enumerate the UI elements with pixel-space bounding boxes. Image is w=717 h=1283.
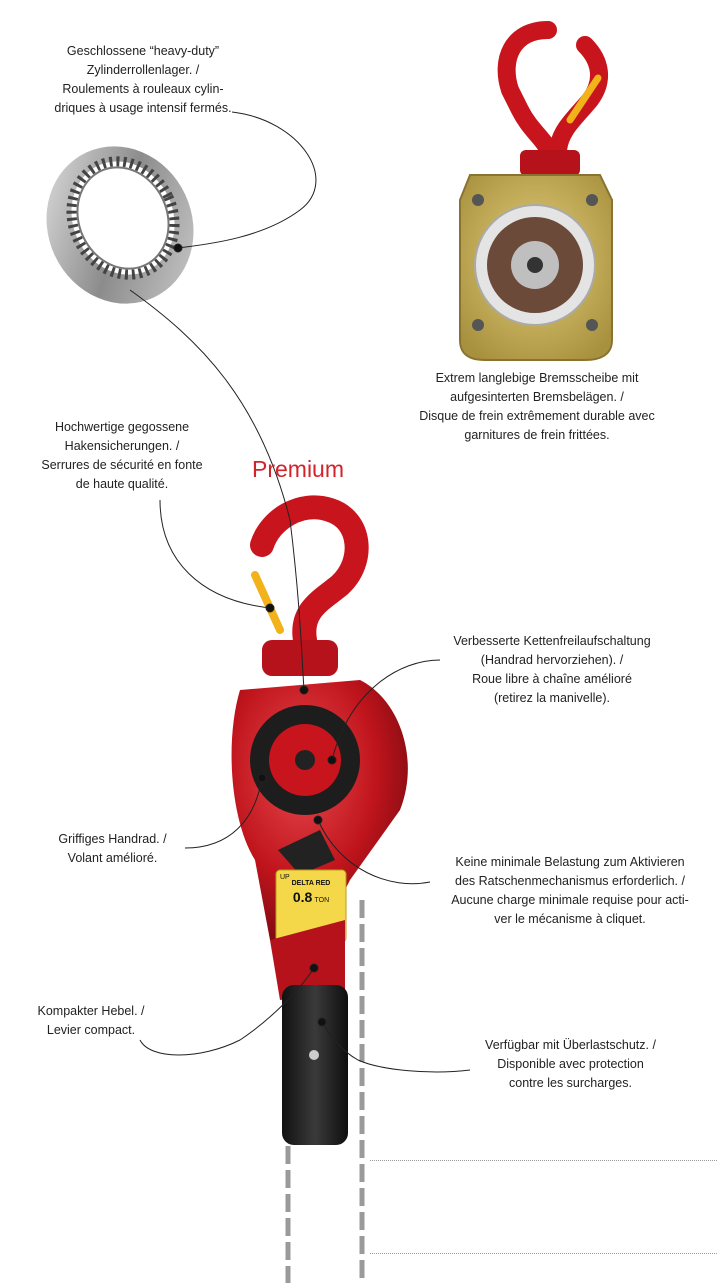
- caption-line: Zylinderrollenlager. /: [86, 63, 200, 77]
- caption-ratchet: [430, 853, 710, 929]
- caption-line: Verbesserte Kettenfreilaufschaltung: [453, 634, 651, 648]
- caption-line: Hochwertige gegossene: [54, 420, 190, 434]
- caption-line: Disponible avec protection: [497, 1057, 644, 1071]
- caption-line: Serrures de sécurité en fonte: [41, 458, 203, 472]
- caption-line: contre les surcharges.: [509, 1076, 632, 1090]
- premium-heading: Premium: [252, 456, 345, 482]
- plate-capacity: 0.8: [292, 889, 313, 905]
- brake-disc-image: [460, 30, 612, 360]
- caption-line: Hakensicherungen. /: [64, 439, 180, 453]
- caption-line: Volant amélioré.: [67, 851, 158, 865]
- caption-handwheel: [40, 830, 185, 868]
- caption-brake: [397, 369, 677, 445]
- caption-line: Griffiges Handrad. /: [58, 832, 167, 846]
- caption-line: Verfügbar mit Überlastschutz. /: [485, 1038, 656, 1052]
- divider-line: [370, 1253, 717, 1254]
- plate-brand: DELTA RED: [291, 880, 331, 887]
- caption-line: des Ratschenmechanismus erforderlich. /: [455, 874, 685, 888]
- roller-bearing-image: [21, 122, 219, 328]
- caption-line: de haute qualité.: [75, 477, 169, 491]
- caption-line: Disque de frein extrêmement durable avec: [419, 409, 655, 423]
- caption-line: ver le mécanisme à cliquet.: [494, 912, 646, 926]
- caption-line: Keine minimale Belastung zum Aktivieren: [455, 855, 685, 869]
- caption-line: Roue libre à chaîne amélioré: [472, 672, 632, 686]
- caption-line: Kompakter Hebel. /: [37, 1004, 145, 1018]
- caption-line: Levier compact.: [46, 1023, 136, 1037]
- caption-line: driques à usage intensif fermés.: [54, 101, 232, 115]
- divider-line: [370, 1160, 717, 1161]
- caption-hook-latch: [22, 418, 222, 494]
- caption-overload: [468, 1036, 673, 1093]
- caption-bearing: [40, 42, 246, 118]
- caption-line: Geschlossene “heavy-duty”: [66, 44, 220, 58]
- hoist-label-plate: [278, 872, 344, 940]
- caption-lever: [26, 1002, 156, 1040]
- plate-unit: TON: [314, 897, 330, 904]
- caption-line: (retirez la manivelle).: [493, 691, 610, 705]
- caption-line: aufgesinterten Bremsbelägen. /: [450, 390, 624, 404]
- caption-line: garnitures de frein frittées.: [464, 428, 610, 442]
- caption-line: (Handrad hervorziehen). /: [480, 653, 624, 667]
- caption-freewheel: [432, 632, 672, 708]
- plate-direction: UP: [280, 874, 290, 881]
- caption-line: Extrem langlebige Bremsscheibe mit: [435, 371, 639, 385]
- caption-line: Roulements à rouleaux cylin-: [62, 82, 224, 96]
- caption-line: Aucune charge minimale requise pour acti-: [451, 893, 689, 907]
